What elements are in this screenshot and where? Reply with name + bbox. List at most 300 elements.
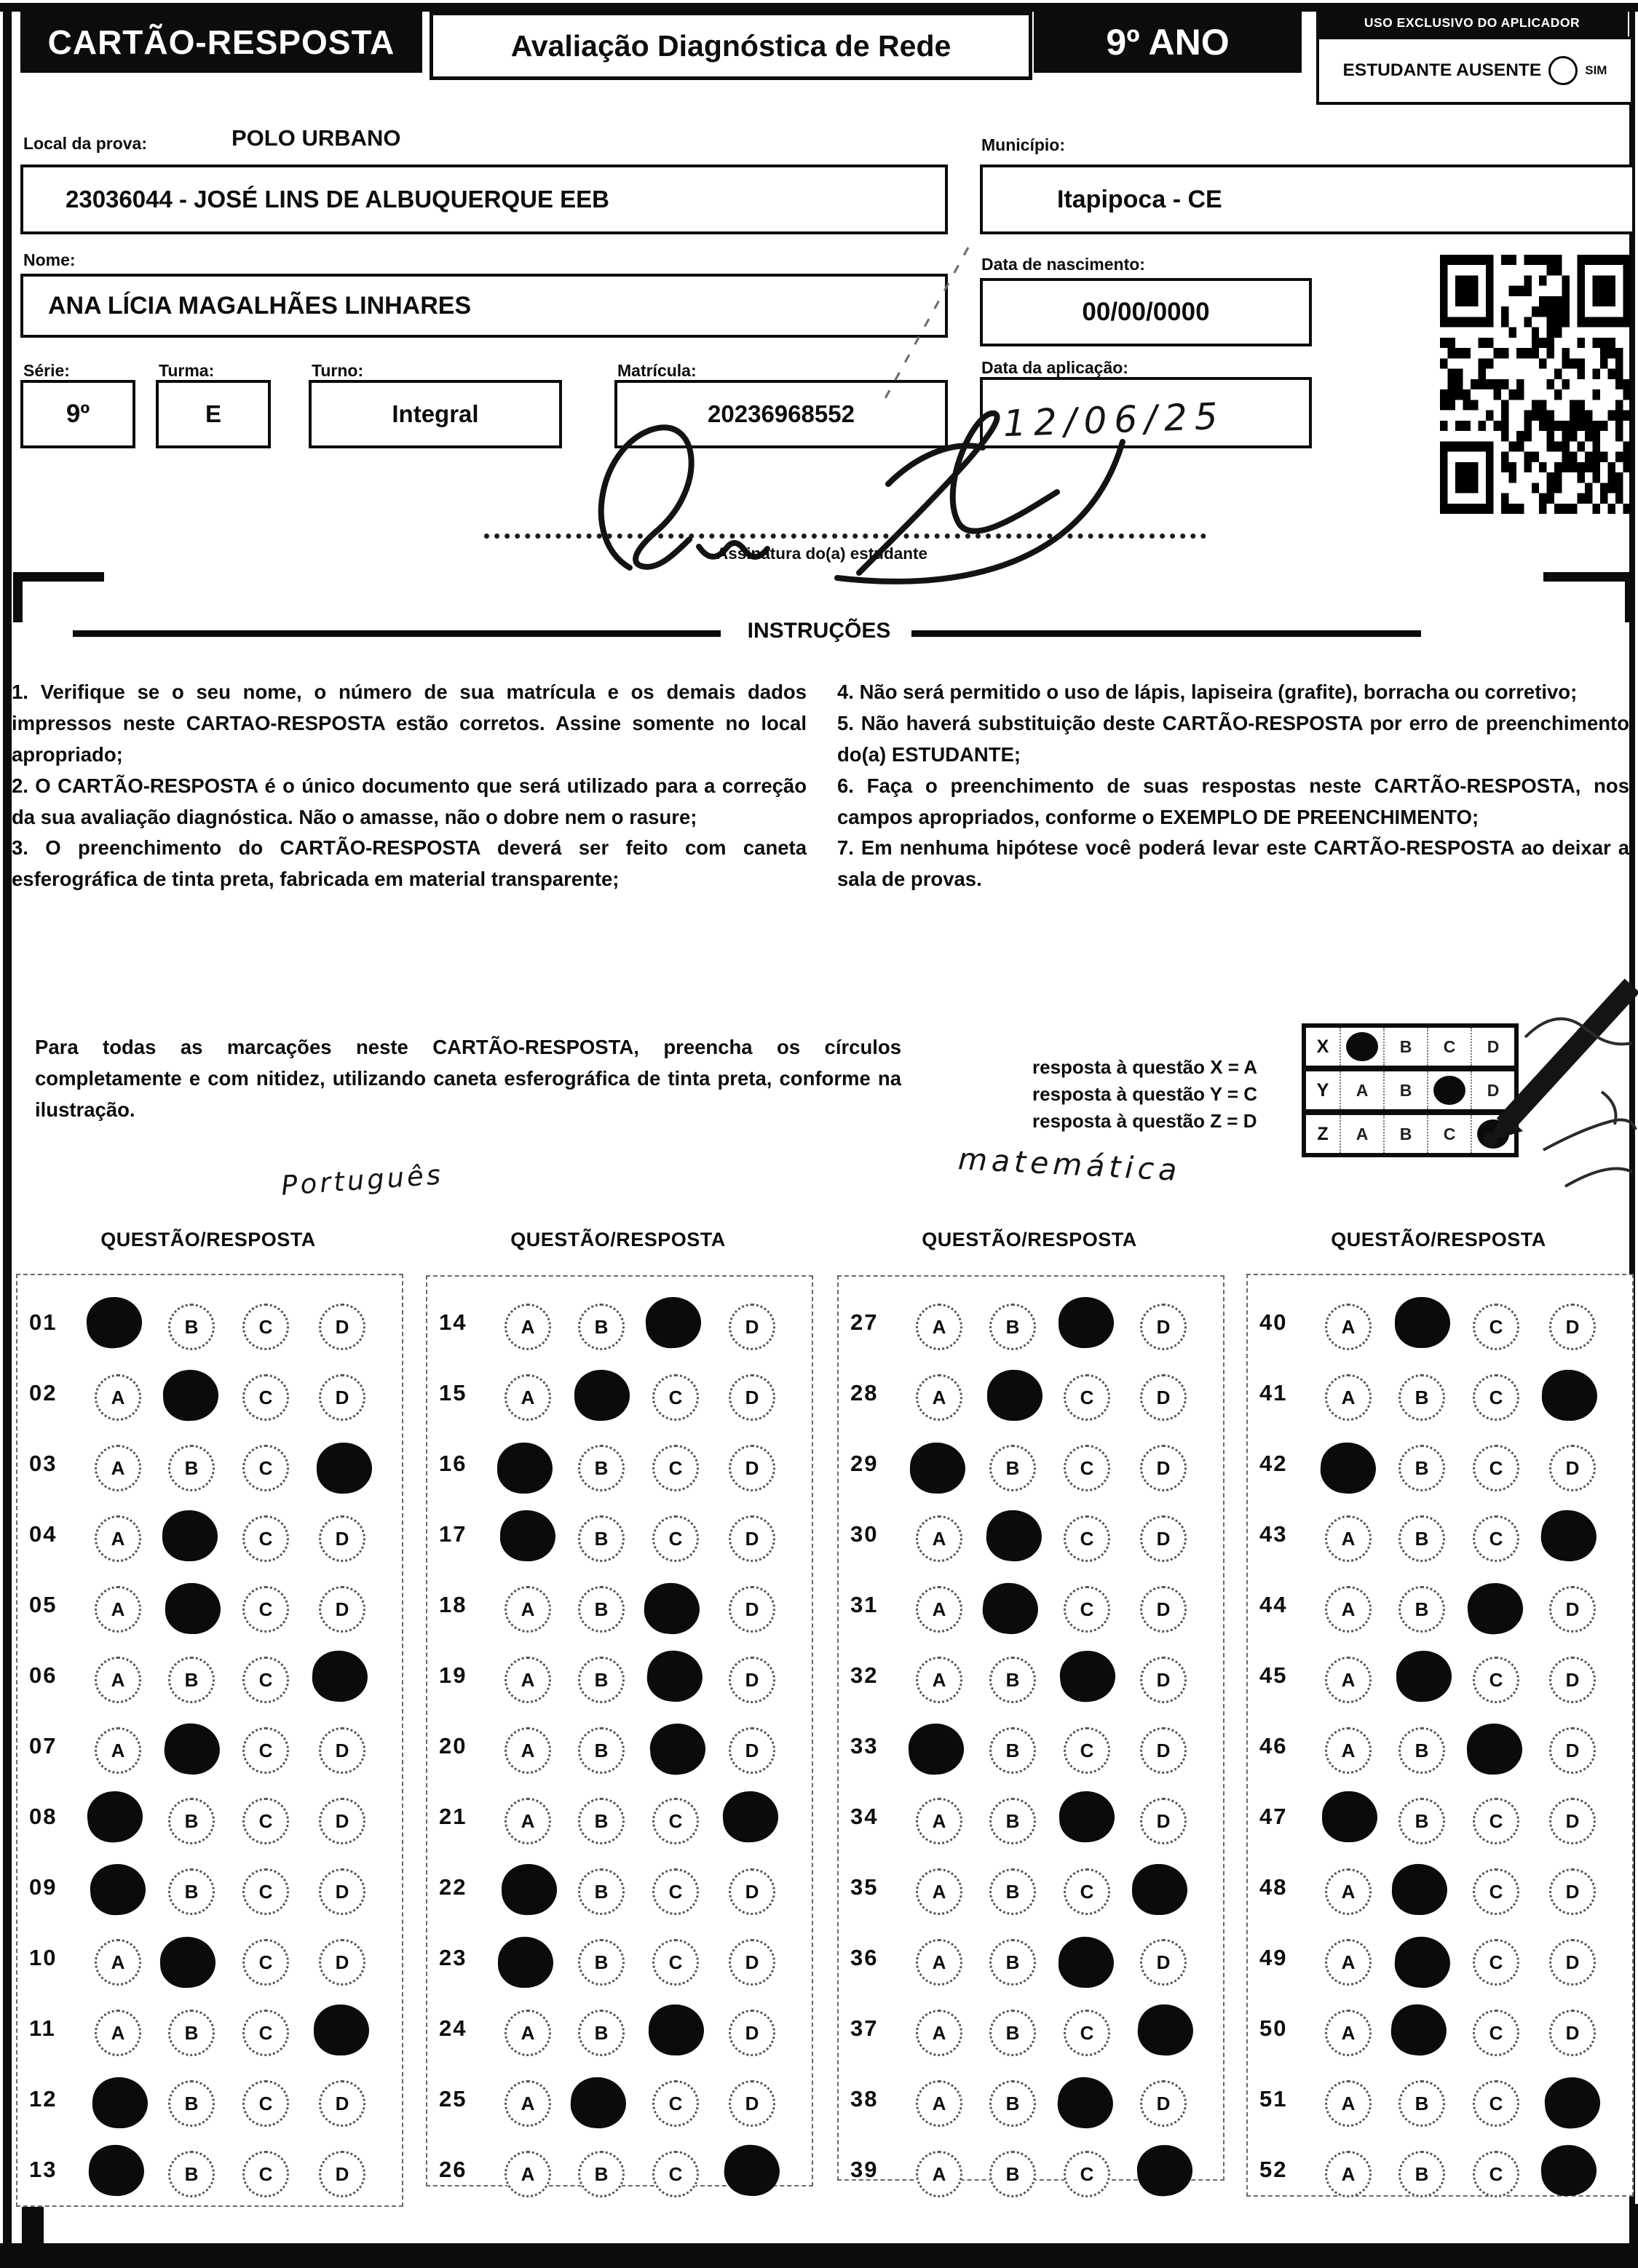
bubble-49-D[interactable] bbox=[1549, 1939, 1596, 1986]
list-item-text: 6. Faça o preenchimento de suas respostas neste CARTÃO-RESPOSTA, nos campos apropriados, conforme o EXEMPLO DE PREENCHIMENTO; bbox=[837, 774, 1629, 828]
option-letter: B bbox=[1415, 1809, 1429, 1832]
bubble-37-B[interactable] bbox=[989, 2010, 1036, 2056]
bubble-42-D[interactable] bbox=[1549, 1445, 1596, 1491]
bubble-16-D[interactable] bbox=[729, 1445, 775, 1491]
bubble-22-D[interactable] bbox=[729, 1868, 775, 1915]
bubble-08-C[interactable] bbox=[242, 1798, 289, 1844]
bubble-01-A[interactable] bbox=[84, 1294, 145, 1351]
bubble-52-C[interactable] bbox=[1473, 2151, 1519, 2197]
option-letter: C bbox=[1489, 2092, 1503, 2114]
bubble-26-A[interactable] bbox=[505, 2151, 551, 2197]
option-letter: D bbox=[1565, 1809, 1580, 1832]
list-item-text: resposta à questão Z = D bbox=[1032, 1110, 1257, 1132]
municipio-label: Município: bbox=[981, 135, 1065, 154]
absent-label: ESTUDANTE AUSENTE bbox=[1342, 60, 1542, 80]
option-letter: A bbox=[1341, 1315, 1356, 1338]
bubble-31-A[interactable] bbox=[916, 1586, 962, 1633]
answers-column-4 bbox=[1246, 1274, 1634, 2197]
bubble-31-C[interactable] bbox=[1064, 1586, 1110, 1633]
bubble-17-D[interactable] bbox=[729, 1515, 775, 1562]
bubble-40-C[interactable] bbox=[1473, 1304, 1519, 1350]
bubble-10-D[interactable] bbox=[319, 1939, 365, 1986]
bubble-52-B[interactable] bbox=[1398, 2151, 1445, 2197]
serie-label: Série: bbox=[23, 361, 70, 380]
bubble-28-C[interactable] bbox=[1064, 1374, 1110, 1421]
bubble-31-B[interactable] bbox=[981, 1580, 1041, 1637]
bubble-27-C[interactable] bbox=[1058, 1296, 1115, 1349]
answer-row-04 bbox=[17, 1510, 402, 1566]
bubble-18-C[interactable] bbox=[643, 1581, 702, 1635]
bubble-48-D[interactable] bbox=[1549, 1868, 1596, 1915]
option-letter: D bbox=[1565, 1951, 1580, 1973]
bubble-10-A[interactable] bbox=[95, 1939, 141, 1986]
bubble-14-A[interactable] bbox=[505, 1304, 551, 1350]
example-cell-Y-D: D bbox=[1471, 1071, 1514, 1109]
bubble-35-D[interactable] bbox=[1132, 1864, 1187, 1915]
question-number: 22 bbox=[439, 1874, 467, 1900]
bubble-36-D[interactable] bbox=[1140, 1939, 1187, 1986]
answer-row-49 bbox=[1248, 1933, 1632, 1990]
bubble-51-B[interactable] bbox=[1398, 2080, 1445, 2127]
bubble-22-A[interactable] bbox=[501, 1863, 558, 1916]
option-letter: B bbox=[594, 1880, 609, 1903]
bubble-12-C[interactable] bbox=[242, 2080, 289, 2127]
option-letter: A bbox=[1341, 1739, 1356, 1761]
question-number: 39 bbox=[850, 2157, 879, 2182]
bubble-50-D[interactable] bbox=[1549, 2010, 1596, 2056]
bubble-24-D[interactable] bbox=[729, 2010, 775, 2056]
nascimento-label: Data de nascimento: bbox=[981, 255, 1145, 274]
bubble-38-C[interactable] bbox=[1056, 2074, 1116, 2131]
bubble-09-C[interactable] bbox=[242, 1868, 289, 1915]
bubble-45-C[interactable] bbox=[1473, 1657, 1519, 1703]
bubble-33-B[interactable] bbox=[989, 1727, 1036, 1774]
bubble-47-D[interactable] bbox=[1549, 1798, 1596, 1844]
bubble-46-B[interactable] bbox=[1398, 1727, 1445, 1774]
bubble-43-A[interactable] bbox=[1325, 1515, 1372, 1562]
bubble-09-A[interactable] bbox=[89, 1862, 148, 1916]
bubble-01-D[interactable] bbox=[319, 1304, 365, 1350]
bubble-30-D[interactable] bbox=[1140, 1515, 1187, 1562]
bubble-20-C[interactable] bbox=[648, 1721, 708, 1777]
bubble-11-A[interactable] bbox=[95, 2010, 141, 2056]
answer-row-51 bbox=[1248, 2074, 1632, 2131]
answer-row-09 bbox=[17, 1863, 402, 1919]
bubble-04-B[interactable] bbox=[162, 1510, 218, 1561]
bubble-15-B[interactable] bbox=[574, 1369, 630, 1422]
bubble-12-D[interactable] bbox=[319, 2080, 365, 2127]
bubble-45-B[interactable] bbox=[1395, 1649, 1454, 1703]
nascimento-value: 00/00/0000 bbox=[1082, 298, 1210, 326]
bubble-05-C[interactable] bbox=[242, 1586, 289, 1633]
column-header-1: QUESTÃO/RESPOSTA bbox=[100, 1229, 316, 1250]
bubble-32-C[interactable] bbox=[1058, 1648, 1118, 1705]
bubble-44-A[interactable] bbox=[1325, 1586, 1372, 1633]
answer-row-20 bbox=[427, 1721, 812, 1778]
question-number: 33 bbox=[850, 1733, 879, 1759]
bubble-50-A[interactable] bbox=[1325, 2010, 1372, 2056]
bubble-27-B[interactable] bbox=[989, 1304, 1036, 1350]
bubble-33-C[interactable] bbox=[1064, 1727, 1110, 1774]
bubble-43-D[interactable] bbox=[1539, 1507, 1599, 1564]
bubble-44-C[interactable] bbox=[1465, 1580, 1526, 1637]
bubble-48-A[interactable] bbox=[1325, 1868, 1372, 1915]
bubble-13-C[interactable] bbox=[242, 2151, 289, 2197]
example-legend bbox=[1032, 1054, 1280, 1135]
option-letter: D bbox=[1156, 1668, 1171, 1691]
option-letter: B bbox=[1005, 1951, 1020, 1973]
answer-row-08 bbox=[17, 1792, 402, 1849]
option-letter: D bbox=[1565, 1315, 1580, 1338]
absent-option-label: SIM bbox=[1585, 63, 1607, 77]
question-number: 43 bbox=[1259, 1521, 1288, 1547]
bubble-07-C[interactable] bbox=[242, 1727, 289, 1774]
bubble-12-B[interactable] bbox=[168, 2080, 215, 2127]
list-item-text: 1. Verifique se o seu nome, o número de sua matrícula e os demais dados impressos neste CARTAO-RESPOSTA estão corretos. Assine somente no local apropriado; bbox=[12, 681, 807, 766]
bubble-17-B[interactable] bbox=[578, 1515, 625, 1562]
bubble-06-B[interactable] bbox=[168, 1657, 215, 1703]
bubble-05-B[interactable] bbox=[165, 1582, 221, 1635]
bubble-21-C[interactable] bbox=[652, 1798, 699, 1844]
bubble-42-C[interactable] bbox=[1473, 1445, 1519, 1491]
bubble-44-D[interactable] bbox=[1549, 1586, 1596, 1633]
option-letter: B bbox=[594, 1951, 609, 1973]
bubble-21-A[interactable] bbox=[505, 1798, 551, 1844]
bubble-33-D[interactable] bbox=[1140, 1727, 1187, 1774]
option-letter: A bbox=[932, 2162, 946, 2185]
bubble-34-C[interactable] bbox=[1059, 1791, 1115, 1844]
question-number: 23 bbox=[439, 1945, 467, 1970]
bubble-51-A[interactable] bbox=[1325, 2080, 1372, 2127]
answer-row-03 bbox=[17, 1439, 402, 1496]
bubble-37-C[interactable] bbox=[1064, 2010, 1110, 2056]
option-letter: B bbox=[1415, 1527, 1429, 1550]
bubble-49-B[interactable] bbox=[1393, 1935, 1452, 1989]
bubble-41-D[interactable] bbox=[1541, 1369, 1598, 1422]
bubble-39-B[interactable] bbox=[989, 2151, 1036, 2197]
bubble-30-C[interactable] bbox=[1064, 1515, 1110, 1562]
applicator-bar: USO EXCLUSIVO DO APLICADOR bbox=[1316, 9, 1628, 36]
bubble-08-D[interactable] bbox=[319, 1798, 365, 1844]
bubble-04-C[interactable] bbox=[242, 1515, 289, 1562]
bubble-34-A[interactable] bbox=[916, 1798, 962, 1844]
bubble-34-B[interactable] bbox=[989, 1798, 1036, 1844]
bubble-14-B[interactable] bbox=[578, 1304, 625, 1350]
bubble-01-B[interactable] bbox=[168, 1304, 215, 1350]
option-letter: A bbox=[521, 2021, 535, 2044]
bubble-41-C[interactable] bbox=[1473, 1374, 1519, 1421]
bubble-46-A[interactable] bbox=[1325, 1727, 1372, 1774]
question-number: 02 bbox=[29, 1380, 58, 1405]
bubble-40-B[interactable] bbox=[1395, 1297, 1450, 1348]
bubble-47-B[interactable] bbox=[1398, 1798, 1445, 1844]
bubble-19-C[interactable] bbox=[645, 1648, 705, 1705]
option-letter: B bbox=[184, 1809, 199, 1832]
bubble-33-A[interactable] bbox=[907, 1721, 966, 1776]
bubble-05-D[interactable] bbox=[319, 1586, 365, 1633]
bubble-13-B[interactable] bbox=[168, 2151, 215, 2197]
bubble-28-A[interactable] bbox=[916, 1374, 962, 1421]
bubble-18-A[interactable] bbox=[505, 1586, 551, 1633]
option-letter: D bbox=[335, 2092, 349, 2114]
bubble-49-A[interactable] bbox=[1325, 1939, 1372, 1986]
option-letter: A bbox=[932, 1315, 946, 1338]
question-number: 19 bbox=[439, 1662, 467, 1688]
bubble-03-D[interactable] bbox=[316, 1442, 373, 1495]
bubble-07-B[interactable] bbox=[162, 1721, 223, 1777]
bubble-30-A[interactable] bbox=[916, 1515, 962, 1562]
bubble-35-B[interactable] bbox=[989, 1868, 1036, 1915]
option-letter: C bbox=[1489, 1951, 1503, 1973]
bubble-19-D[interactable] bbox=[729, 1657, 775, 1703]
bubble-16-C[interactable] bbox=[652, 1445, 699, 1491]
bubble-07-D[interactable] bbox=[319, 1727, 365, 1774]
bubble-10-B[interactable] bbox=[159, 1936, 216, 1989]
bubble-46-D[interactable] bbox=[1549, 1727, 1596, 1774]
option-letter: B bbox=[1005, 1809, 1020, 1832]
option-letter: A bbox=[932, 1668, 946, 1691]
bubble-29-A[interactable] bbox=[909, 1442, 966, 1495]
option-letter: B bbox=[1005, 2162, 1020, 2185]
local-value: POLO URBANO bbox=[232, 125, 401, 151]
bubble-15-D[interactable] bbox=[729, 1374, 775, 1421]
absent-sim-bubble[interactable] bbox=[1548, 56, 1578, 85]
option-letter: D bbox=[335, 1880, 349, 1903]
bubble-12-A[interactable] bbox=[92, 2077, 149, 2130]
question-number: 08 bbox=[29, 1804, 58, 1829]
bubble-40-D[interactable] bbox=[1549, 1304, 1596, 1350]
bubble-17-C[interactable] bbox=[652, 1515, 699, 1562]
bubble-25-A[interactable] bbox=[505, 2080, 551, 2127]
bubble-11-C[interactable] bbox=[242, 2010, 289, 2056]
bubble-29-D[interactable] bbox=[1140, 1445, 1187, 1491]
bubble-47-C[interactable] bbox=[1473, 1798, 1519, 1844]
bubble-06-D[interactable] bbox=[311, 1649, 370, 1703]
bubble-38-B[interactable] bbox=[989, 2080, 1036, 2127]
bubble-16-B[interactable] bbox=[578, 1445, 625, 1491]
bubble-27-A[interactable] bbox=[916, 1304, 962, 1350]
bubble-50-B[interactable] bbox=[1389, 2002, 1449, 2058]
instructions-rule-right bbox=[911, 630, 1421, 637]
bubble-46-C[interactable] bbox=[1466, 1723, 1523, 1776]
bubble-39-A[interactable] bbox=[916, 2151, 962, 2197]
bubble-48-B[interactable] bbox=[1391, 1863, 1448, 1916]
option-letter: C bbox=[668, 1456, 683, 1479]
answer-row-47 bbox=[1248, 1792, 1632, 1849]
bubble-18-D[interactable] bbox=[729, 1586, 775, 1633]
bubble-09-B[interactable] bbox=[168, 1868, 215, 1915]
bubble-28-D[interactable] bbox=[1140, 1374, 1187, 1421]
bubble-02-A[interactable] bbox=[95, 1374, 141, 1421]
bubble-23-A[interactable] bbox=[498, 1937, 553, 1988]
bubble-29-C[interactable] bbox=[1064, 1445, 1110, 1491]
bubble-21-D[interactable] bbox=[721, 1789, 780, 1844]
bubble-18-B[interactable] bbox=[578, 1586, 625, 1633]
bubble-02-D[interactable] bbox=[319, 1374, 365, 1421]
bubble-14-D[interactable] bbox=[729, 1304, 775, 1350]
bubble-22-B[interactable] bbox=[578, 1868, 625, 1915]
bubble-20-A[interactable] bbox=[505, 1727, 551, 1774]
bubble-26-D[interactable] bbox=[722, 2142, 783, 2199]
option-letter: D bbox=[335, 1598, 349, 1620]
bubble-04-A[interactable] bbox=[95, 1515, 141, 1562]
question-number: 47 bbox=[1259, 1804, 1288, 1829]
bubble-43-C[interactable] bbox=[1473, 1515, 1519, 1562]
bubble-06-C[interactable] bbox=[242, 1657, 289, 1703]
bubble-35-A[interactable] bbox=[916, 1868, 962, 1915]
bubble-36-A[interactable] bbox=[916, 1939, 962, 1986]
bubble-16-A[interactable] bbox=[497, 1443, 553, 1494]
bubble-36-C[interactable] bbox=[1058, 1936, 1115, 1989]
bubble-31-D[interactable] bbox=[1140, 1586, 1187, 1633]
bubble-13-D[interactable] bbox=[319, 2151, 365, 2197]
option-letter: A bbox=[521, 2162, 535, 2185]
bubble-11-D[interactable] bbox=[314, 2005, 369, 2055]
bubble-22-C[interactable] bbox=[652, 1868, 699, 1915]
bubble-37-D[interactable] bbox=[1136, 2002, 1195, 2057]
option-letter: C bbox=[258, 1809, 273, 1832]
bubble-28-B[interactable] bbox=[987, 1370, 1042, 1421]
bubble-51-D[interactable] bbox=[1543, 2074, 1603, 2131]
bubble-09-D[interactable] bbox=[319, 1868, 365, 1915]
bubble-15-C[interactable] bbox=[652, 1374, 699, 1421]
bubble-26-B[interactable] bbox=[578, 2151, 625, 2197]
bubble-06-A[interactable] bbox=[95, 1657, 141, 1703]
bubble-35-C[interactable] bbox=[1064, 1868, 1110, 1915]
bubble-23-C[interactable] bbox=[652, 1939, 699, 1986]
bubble-02-C[interactable] bbox=[242, 1374, 289, 1421]
bubble-47-A[interactable] bbox=[1322, 1791, 1377, 1842]
option-letter: B bbox=[594, 2162, 609, 2185]
option-letter: D bbox=[745, 1315, 759, 1338]
bubble-20-D[interactable] bbox=[729, 1727, 775, 1774]
bubble-27-D[interactable] bbox=[1140, 1304, 1187, 1350]
bubble-02-B[interactable] bbox=[162, 1368, 221, 1422]
bubble-41-B[interactable] bbox=[1398, 1374, 1445, 1421]
bubble-48-C[interactable] bbox=[1473, 1868, 1519, 1915]
bubble-32-A[interactable] bbox=[916, 1657, 962, 1703]
option-letter: C bbox=[668, 2162, 683, 2185]
example-cell-Z-B: B bbox=[1383, 1115, 1427, 1153]
question-number: 11 bbox=[29, 2015, 56, 2041]
fill-instruction-text: Para todas as marcações neste CARTÃO-RESPOSTA, preencha os círculos completamente e com nitidez, utilizando caneta esferográfica de tinta preta, conforme na ilustração. bbox=[35, 1036, 901, 1121]
absent-box bbox=[1316, 36, 1634, 105]
bubble-24-B[interactable] bbox=[578, 2010, 625, 2056]
bubble-39-D[interactable] bbox=[1135, 2142, 1195, 2199]
bubble-29-B[interactable] bbox=[989, 1445, 1036, 1491]
bubble-25-D[interactable] bbox=[729, 2080, 775, 2127]
option-letter: A bbox=[932, 1951, 946, 1973]
bubble-21-B[interactable] bbox=[578, 1798, 625, 1844]
question-number: 35 bbox=[850, 1874, 879, 1900]
bubble-20-B[interactable] bbox=[578, 1727, 625, 1774]
answer-row-39 bbox=[839, 2145, 1223, 2202]
bubble-25-B[interactable] bbox=[569, 2075, 628, 2130]
bubble-07-A[interactable] bbox=[95, 1727, 141, 1774]
bubble-04-D[interactable] bbox=[319, 1515, 365, 1562]
bubble-51-C[interactable] bbox=[1473, 2080, 1519, 2127]
answer-row-35 bbox=[839, 1863, 1223, 1919]
option-letter: B bbox=[594, 1739, 609, 1761]
answer-row-38 bbox=[839, 2074, 1223, 2131]
bubble-19-A[interactable] bbox=[505, 1657, 551, 1703]
column-header-2: QUESTÃO/RESPOSTA bbox=[510, 1229, 726, 1250]
option-letter: B bbox=[1415, 1386, 1429, 1408]
question-number: 26 bbox=[439, 2157, 467, 2182]
option-letter: D bbox=[745, 1951, 759, 1973]
bubble-43-B[interactable] bbox=[1398, 1515, 1445, 1562]
bubble-03-A[interactable] bbox=[95, 1445, 141, 1491]
bubble-24-C[interactable] bbox=[648, 2004, 705, 2057]
bubble-26-C[interactable] bbox=[652, 2151, 699, 2197]
bubble-44-B[interactable] bbox=[1398, 1586, 1445, 1633]
bubble-41-A[interactable] bbox=[1325, 1374, 1372, 1421]
example-cell-X-B: B bbox=[1383, 1028, 1427, 1066]
question-number: 51 bbox=[1259, 2086, 1288, 2112]
bubble-23-B[interactable] bbox=[578, 1939, 625, 1986]
bubble-40-A[interactable] bbox=[1325, 1304, 1372, 1350]
bubble-50-C[interactable] bbox=[1473, 2010, 1519, 2056]
bubble-42-A[interactable] bbox=[1319, 1440, 1378, 1495]
bubble-34-D[interactable] bbox=[1140, 1798, 1187, 1844]
option-letter: D bbox=[335, 1739, 349, 1761]
bubble-36-B[interactable] bbox=[989, 1939, 1036, 1986]
bubble-45-D[interactable] bbox=[1549, 1657, 1596, 1703]
bubble-38-A[interactable] bbox=[916, 2080, 962, 2127]
bubble-52-D[interactable] bbox=[1540, 2143, 1599, 2197]
option-letter: B bbox=[184, 1456, 199, 1479]
bubble-23-D[interactable] bbox=[729, 1939, 775, 1986]
bubble-17-A[interactable] bbox=[499, 1510, 556, 1563]
nome-value: ANA LÍCIA MAGALHÃES LINHARES bbox=[48, 291, 472, 320]
bubble-32-B[interactable] bbox=[989, 1657, 1036, 1703]
answer-row-16 bbox=[427, 1439, 812, 1496]
bubble-08-A[interactable] bbox=[85, 1788, 146, 1845]
bubble-25-C[interactable] bbox=[652, 2080, 699, 2127]
bubble-08-B[interactable] bbox=[168, 1798, 215, 1844]
bubble-03-C[interactable] bbox=[242, 1445, 289, 1491]
bubble-14-C[interactable] bbox=[644, 1295, 703, 1349]
bubble-45-A[interactable] bbox=[1325, 1657, 1372, 1703]
instructions-title: INSTRUÇÕES bbox=[747, 619, 891, 643]
bubble-19-B[interactable] bbox=[578, 1657, 625, 1703]
question-number: 13 bbox=[29, 2157, 58, 2182]
answers-column-1 bbox=[16, 1274, 403, 2207]
bubble-24-A[interactable] bbox=[505, 2010, 551, 2056]
answer-row-10 bbox=[17, 1933, 402, 1990]
bubble-03-B[interactable] bbox=[168, 1445, 215, 1491]
bubble-15-A[interactable] bbox=[505, 1374, 551, 1421]
bubble-52-A[interactable] bbox=[1325, 2151, 1372, 2197]
bubble-11-B[interactable] bbox=[168, 2010, 215, 2056]
bubble-37-A[interactable] bbox=[916, 2010, 962, 2056]
bubble-01-C[interactable] bbox=[242, 1304, 289, 1350]
corner-mark-top-right bbox=[1543, 572, 1634, 622]
matricula-label: Matrícula: bbox=[617, 361, 697, 380]
bubble-05-A[interactable] bbox=[95, 1586, 141, 1633]
option-letter: D bbox=[1565, 1598, 1580, 1620]
bubble-38-D[interactable] bbox=[1140, 2080, 1187, 2127]
bubble-49-C[interactable] bbox=[1473, 1939, 1519, 1986]
bubble-10-C[interactable] bbox=[242, 1939, 289, 1986]
option-letter: D bbox=[335, 1527, 349, 1550]
bubble-39-C[interactable] bbox=[1064, 2151, 1110, 2197]
option-letter: D bbox=[1156, 1739, 1171, 1761]
bubble-13-A[interactable] bbox=[87, 2143, 146, 2197]
bubble-30-B[interactable] bbox=[985, 1508, 1044, 1563]
bubble-32-D[interactable] bbox=[1140, 1657, 1187, 1703]
bubble-42-B[interactable] bbox=[1398, 1445, 1445, 1491]
